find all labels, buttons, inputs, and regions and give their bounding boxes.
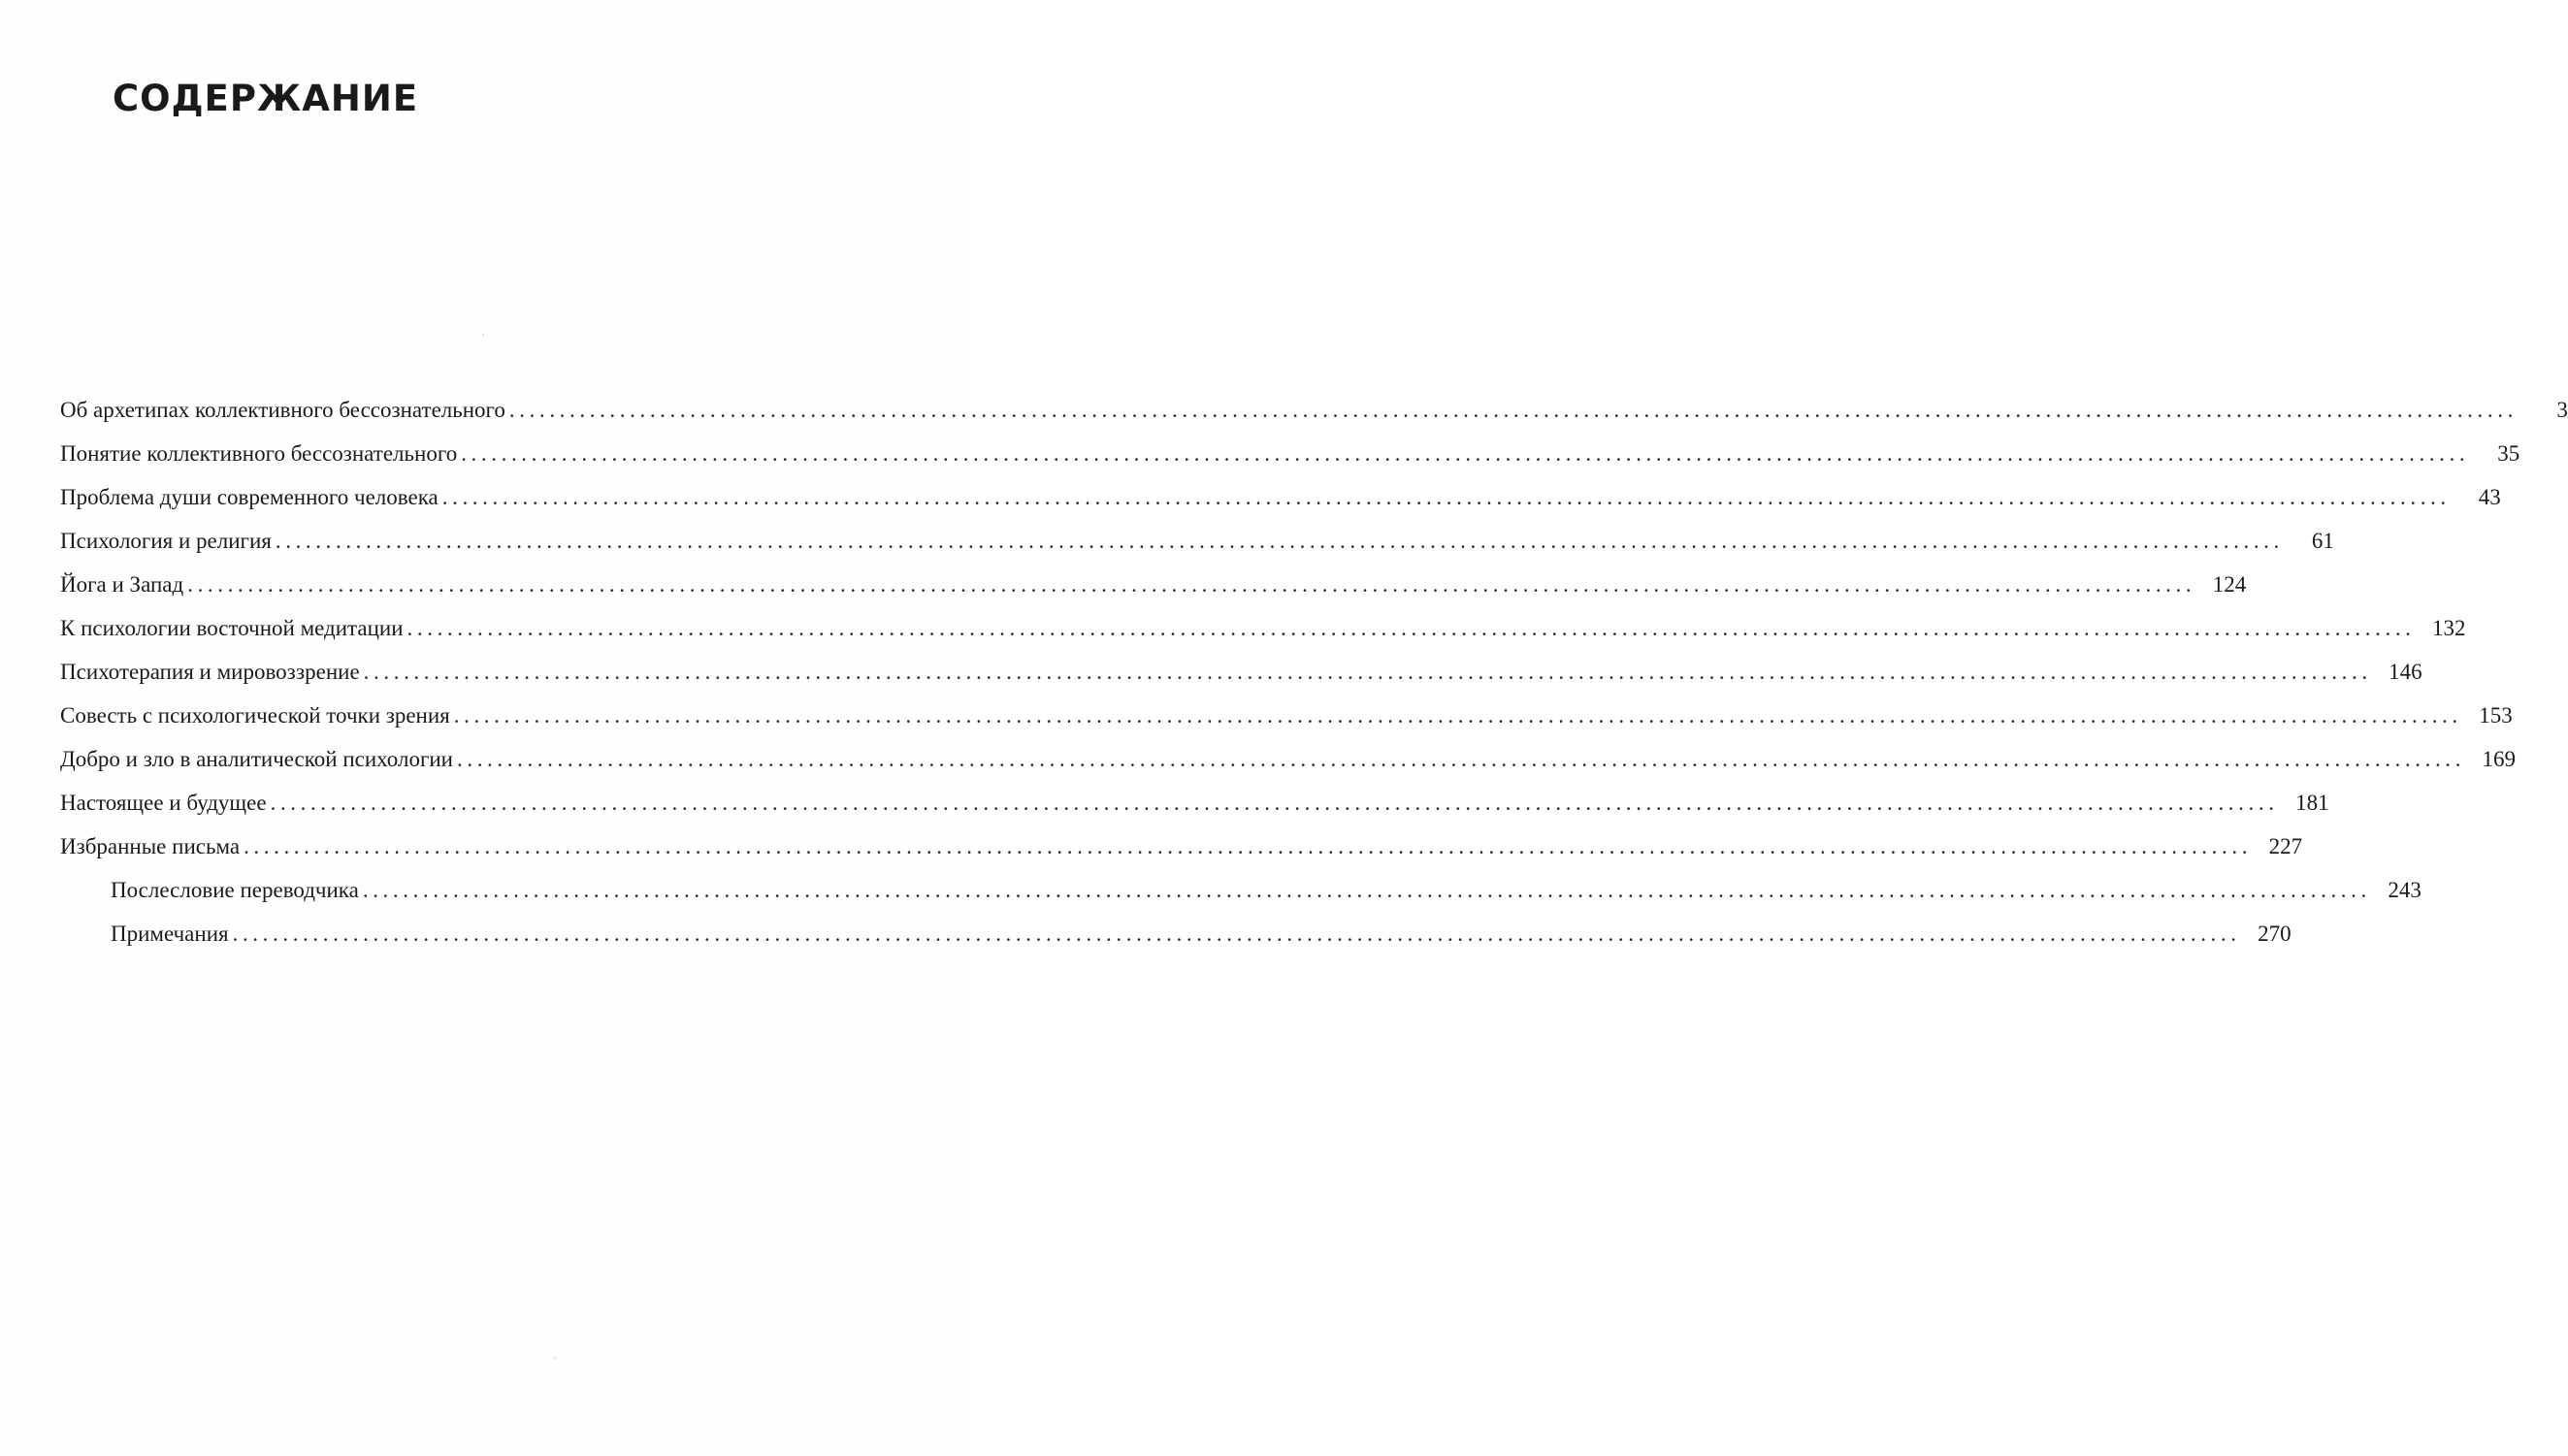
- dot-leader: ........................................................................................................................................................................................................: [453, 703, 2462, 728]
- dot-leader: ........................................................................................................................................................................................................: [362, 878, 2371, 902]
- toc-entry-title: Йога и Запад: [60, 572, 184, 597]
- toc-entry-page: 43: [2478, 485, 2501, 509]
- scan-speck: [554, 1357, 556, 1359]
- dot-leader: ........................................................................................................................................................................................................: [244, 834, 2253, 858]
- dot-leader: ........................................................................................................................................................................................................: [457, 747, 2465, 771]
- toc-entry-page: 181: [2295, 791, 2329, 815]
- toc-entry-title: Избранные письма: [60, 834, 241, 858]
- toc-entry: [60, 660, 2422, 703]
- toc-entry: [60, 441, 2520, 485]
- dot-leader: ........................................................................................................................................................................................................: [461, 441, 2470, 466]
- toc-entry-subsection: [60, 922, 2292, 965]
- toc-entry: [60, 703, 2513, 747]
- dot-leader: ........................................................................................................................................................................................................: [187, 572, 2196, 597]
- toc-entry-title: Психотерапия и мировоззрение: [60, 660, 360, 684]
- toc-entry-page: 169: [2482, 747, 2516, 771]
- toc-entry-title: Проблема души современного человека: [60, 485, 439, 509]
- dot-leader: ........................................................................................................................................................................................................: [441, 485, 2451, 509]
- toc-entry: [60, 834, 2303, 878]
- toc-entry-title: К психологии восточной медитации: [60, 616, 404, 640]
- toc-entry-title: Психология и религия: [60, 529, 272, 553]
- dot-leader: ........................................................................................................................................................................................................: [508, 398, 2518, 422]
- toc-entry-title: Примечания: [111, 922, 229, 946]
- dot-leader: ........................................................................................................................................................................................................: [363, 660, 2372, 684]
- dot-leader: ........................................................................................................................................................................................................: [406, 616, 2416, 640]
- toc-entry-page: 227: [2268, 834, 2303, 858]
- toc-entry: [60, 398, 2568, 441]
- toc-entry-title: Понятие коллективного бессознательного: [60, 441, 458, 466]
- toc-entry-title: Добро и зло в аналитической психологии: [60, 747, 453, 771]
- table-of-contents: [60, 398, 2568, 965]
- toc-entry-title: Совесть с психологической точки зрения: [60, 703, 450, 728]
- toc-entry-page: 153: [2479, 703, 2513, 728]
- toc-entry-page: 35: [2497, 441, 2520, 466]
- toc-entry-page: 3: [2556, 398, 2568, 422]
- toc-entry-title: Настоящее и будущее: [60, 791, 267, 815]
- toc-entry: [60, 485, 2501, 529]
- toc-entry-page: 146: [2389, 660, 2422, 684]
- toc-entry-page: 270: [2258, 922, 2292, 946]
- toc-entry: [60, 529, 2334, 572]
- toc-entry-page: 124: [2212, 572, 2247, 597]
- toc-entry-subsection: [60, 878, 2422, 922]
- dot-leader: ........................................................................................................................................................................................................: [275, 529, 2284, 553]
- toc-entry: [60, 747, 2516, 791]
- toc-entry: [60, 616, 2466, 660]
- dot-leader: ........................................................................................................................................................................................................: [270, 791, 2279, 815]
- toc-entry-page: 61: [2311, 529, 2334, 553]
- toc-entry-page: 243: [2388, 878, 2422, 902]
- toc-entry-title: Об архетипах коллективного бессознательного: [60, 398, 505, 422]
- toc-entry-page: 132: [2432, 616, 2466, 640]
- toc-entry: [60, 572, 2247, 616]
- dot-leader: ........................................................................................................................................................................................................: [232, 922, 2241, 946]
- page-title: СОДЕРЖАНИЕ: [113, 78, 419, 119]
- toc-entry: [60, 791, 2329, 834]
- toc-entry-title: Послесловие переводчика: [111, 878, 359, 902]
- scan-speck: [482, 334, 484, 336]
